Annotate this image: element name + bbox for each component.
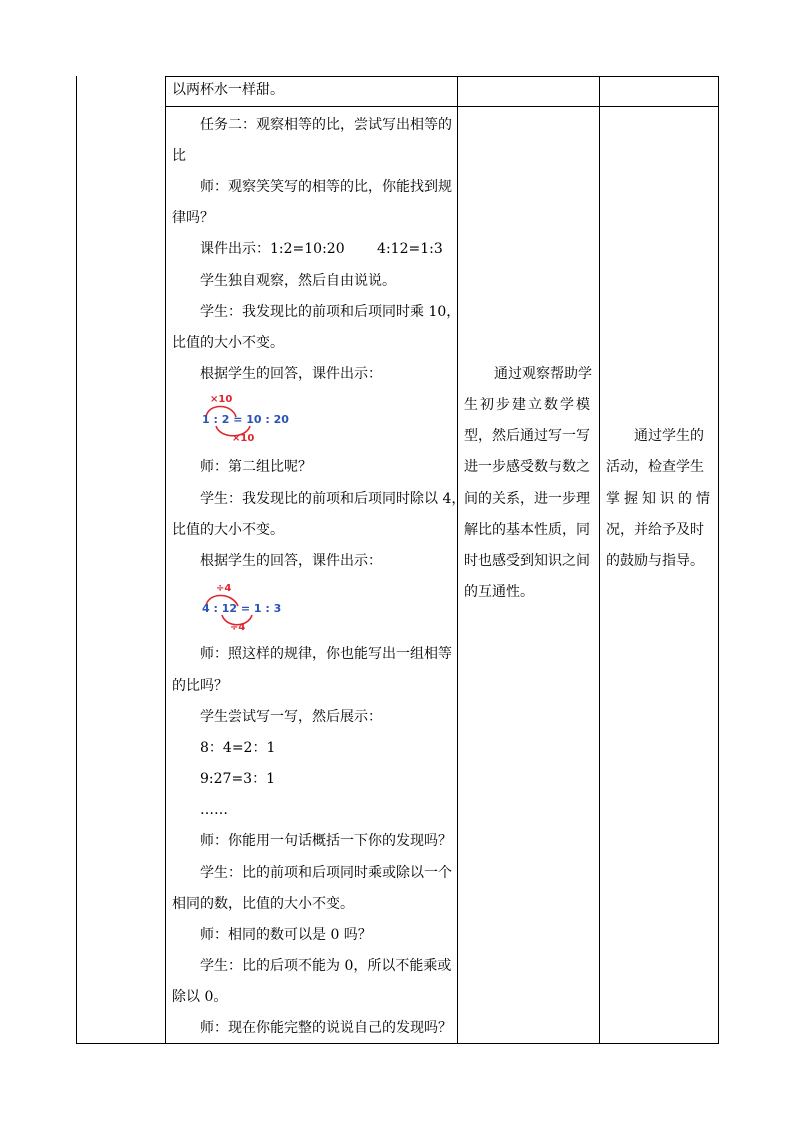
intent-line: 生初步建立数学模 xyxy=(464,397,590,413)
intent-line: 时也感受到知识之间 xyxy=(464,553,590,569)
bottom-operator: ÷4 xyxy=(230,622,246,633)
text-line: 学生：比的后项不能为 0，所以不能乘或 xyxy=(200,958,452,974)
intent-line: 进一步感受数与数之 xyxy=(464,459,590,475)
text-line: 师：观察笑笑写的相等的比，你能找到规 xyxy=(200,179,452,195)
text-line: 学生：我发现比的前项和后项同时乘 10， xyxy=(200,304,461,320)
text-line: 学生尝试写一写，然后展示： xyxy=(200,709,382,725)
top-operator: ÷4 xyxy=(216,583,232,594)
row1-text: 以两杯水一样甜。 xyxy=(172,82,284,98)
col-divider-1 xyxy=(165,76,166,1043)
text-line: 师：相同的数可以是 0 吗？ xyxy=(200,927,372,943)
col-divider-2 xyxy=(457,76,458,1043)
text-line: 根据学生的回答，课件出示： xyxy=(200,366,382,382)
assessment-line: 活动，检查学生 xyxy=(606,459,704,475)
text-line: 除以 0。 xyxy=(172,989,228,1005)
ratio-figure-divide xyxy=(198,582,282,634)
text-line: 任务二：观察相等的比，尝试写出相等的 xyxy=(200,117,452,133)
text-line: 师：现在你能完整的说说自己的发现吗？ xyxy=(200,1020,452,1036)
text-line: 师：照这样的规律，你也能写出一组相等 xyxy=(200,646,452,662)
intent-line: 的互通性。 xyxy=(464,584,534,600)
text-line: 根据学生的回答，课件出示： xyxy=(200,553,382,569)
text-line: 比值的大小不变。 xyxy=(172,522,284,538)
ratio-figure-multiply xyxy=(198,394,289,445)
table-top-border xyxy=(165,76,718,77)
assessment-line: 的鼓励与指导。 xyxy=(606,553,704,569)
top-operator: ×10 xyxy=(210,394,233,405)
col-divider-3 xyxy=(599,76,600,1043)
assessment-line: 况，并给予及时 xyxy=(606,522,704,538)
intent-line: 型，然后通过写一写 xyxy=(464,428,590,444)
text-line: 比 xyxy=(172,148,186,164)
assessment-line: 通过学生的 xyxy=(634,428,704,444)
assessment-line: 掌握知识的情 xyxy=(606,491,710,507)
text-line: 的比吗？ xyxy=(172,678,228,694)
text-line: 师：你能用一句话概括一下你的发现吗？ xyxy=(200,833,452,849)
text-line: 8：4=2：1 xyxy=(200,740,276,756)
text-line: 学生：我发现比的前项和后项同时除以 4， xyxy=(200,491,466,507)
text-line: 9:27=3：1 xyxy=(200,771,275,787)
intent-line: 间的关系，进一步理 xyxy=(464,491,590,507)
text-line: 学生独自观察，然后自由说说。 xyxy=(200,273,396,289)
row-divider xyxy=(165,106,718,107)
intent-line: 解比的基本性质，同 xyxy=(464,522,590,538)
bottom-operator: ×10 xyxy=(232,433,255,444)
text-line: 相同的数，比值的大小不变。 xyxy=(172,896,354,912)
intent-line: 通过观察帮助学 xyxy=(494,366,592,382)
text-line: 比值的大小不变。 xyxy=(172,335,284,351)
text-line: 课件出示：1:2=10:20 4:12=1:3 xyxy=(200,241,443,257)
text-line: 学生：比的前项和后项同时乘或除以一个 xyxy=(200,865,452,881)
text-line: 师：第二组比呢？ xyxy=(200,459,312,475)
text-line: 律吗？ xyxy=(172,210,214,226)
text-line: …… xyxy=(200,802,228,818)
ratio-expression: 4 : 12 = 1 : 3 xyxy=(202,602,282,615)
ratio-expression: 1 : 2 = 10 : 20 xyxy=(202,413,289,426)
